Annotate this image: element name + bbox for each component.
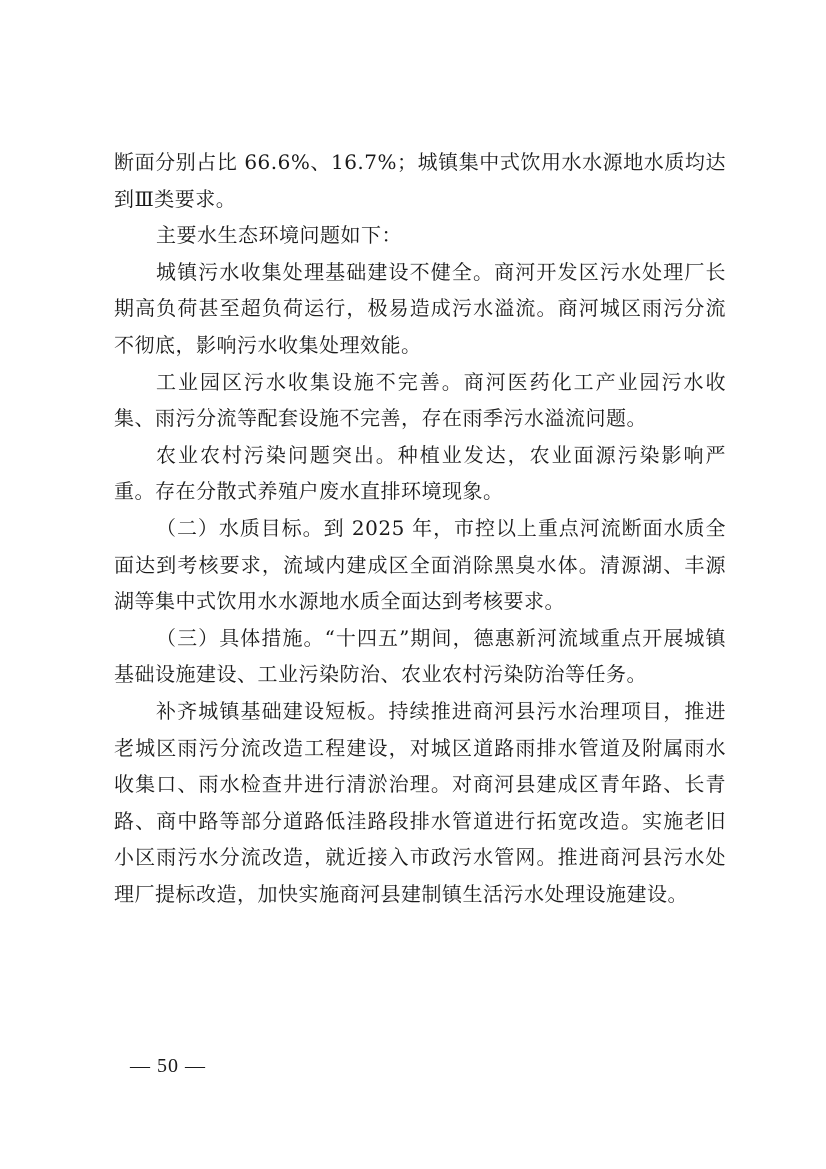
paragraph-urban-sewage: 城镇污水收集处理基础建设不健全。商河开发区污水处理厂长期高负荷甚至超负荷运行，极易造成污水溢流。商河城区雨污分流不彻底，影响污水收集处理效能。 (114, 259, 726, 357)
body-text (114, 144, 726, 912)
page-number: — 50 — (130, 1055, 206, 1077)
paragraph-agricultural-pollution: 农业农村污染问题突出。种植业发达，农业面源污染影响严重。存在分散式养殖户废水直排环境现象。 (114, 442, 726, 504)
paragraph-water-quality-target: （二）水质目标。到 2025 年，市控以上重点河流断面水质全面达到考核要求，流域内建成区全面消除黑臭水体。清源湖、丰源湖等集中式饮用水水源地水质全面达到考核要求。 (114, 515, 726, 614)
paragraph-industrial-park: 工业园区污水收集设施不完善。商河医药化工产业园污水收集、雨污分流等配套设施不完善，存在雨季污水溢流问题。 (114, 369, 726, 431)
paragraph-specific-measures: （三）具体措施。“十四五”期间，德惠新河流域重点开展城镇基础设施建设、工业污染防治、农业农村污染防治等任务。 (114, 625, 726, 687)
paragraph-continuation: 断面分别占比 66.6%、16.7%；城镇集中式饮用水水源地水质均达到Ⅲ类要求。 (114, 150, 726, 211)
paragraph-infrastructure: 补齐城镇基础建设短板。持续推进商河县污水治理项目，推进老城区雨污分流改造工程建设，对城区道路雨排水管道及附属雨水收集口、雨水检查井进行清淤治理。对商河县建成区青年路、长青路、商中路等部分道路低洼路段排水管道进行拓宽改造。实施老旧小区雨污水分流改造，就近接入市政污水管网。推进商河县污水处理厂提标改造，加快实施商河县建制镇生活污水处理设施建设。 (114, 698, 726, 906)
paragraph-problems-intro: 主要水生态环境问题如下： (156, 223, 402, 248)
